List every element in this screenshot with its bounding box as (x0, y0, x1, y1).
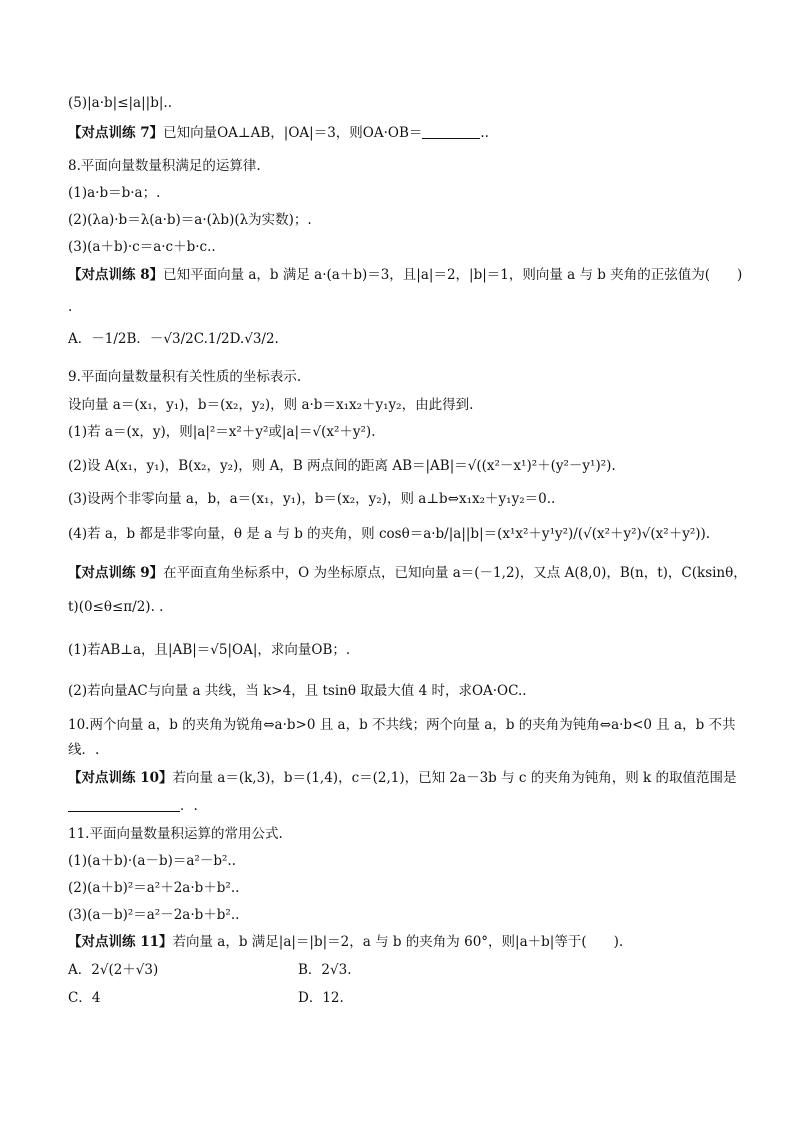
option-a: A．2√(2＋√3) (68, 962, 159, 978)
exercise-9-part-1: (1)若AB⊥a，且|AB|＝√5|OA|，求向量OB；. (68, 642, 351, 658)
exercise-text: 若向量 a，b 满足|a|＝|b|＝2，a 与 b 的夹角为 60°，则|a＋b|等于( ). (172, 934, 624, 950)
exercise-10 (68, 769, 737, 787)
option-d: D．12. (298, 990, 344, 1006)
exercise-text: 已知向量OA⊥AB，|OA|＝3，则OA·OB＝ (163, 125, 423, 141)
line-end: .. (480, 125, 489, 141)
section-9-title: 9.平面向量数量积有关性质的坐标表示. (68, 369, 302, 385)
line-property-5: (5)|a·b|≤|a||b|.. (68, 95, 172, 111)
exercise-text: 若向量 a＝(k,3)，b＝(1,4)，c＝(2,1)，已知 2a－3b 与 c 的夹角为钝角，则 k 的取值范围是 (172, 770, 737, 786)
section-8-title: 8.平面向量数量积满足的运算律. (68, 158, 261, 174)
property-9-2: (2)设 A(x₁，y₁)，B(x₂，y₂)，则 A，B 两点间的距离 AB＝|AB|＝√((x²－x¹)²＋(y²－y¹)²). (68, 458, 616, 474)
section-10-line-b: 线．. (68, 742, 100, 758)
option-c: C．4 (68, 990, 101, 1006)
exercise-tag: 【对点训练 11】 (68, 934, 173, 950)
exercise-tag: 【对点训练 8】 (68, 267, 164, 283)
exercise-10-blank (68, 797, 198, 815)
exercise-8-dot: . (68, 299, 73, 315)
exercise-8-options: A．－1/2B．－√3/2C.1/2D.√3/2. (68, 331, 279, 347)
exercise-tag: 【对点训练 9】 (68, 565, 164, 581)
formula-11-1: (1)(a＋b)·(a－b)＝a²－b².. (68, 853, 236, 869)
answer-blank (68, 799, 180, 812)
section-10-line-a: 10.两个向量 a，b 的夹角为锐角⇔a·b>0 且 a，b 不共线；两个向量 a，b 的夹角为钝角⇔a·b<0 且 a，b 不共 (68, 717, 736, 733)
exercise-9-cont: t)(0≤θ≤π/2). . (68, 599, 164, 615)
rule-8-2: (2)(λa)·b＝λ(a·b)＝a·(λb)(λ为实数)；. (68, 212, 312, 228)
property-9-4: (4)若 a，b 都是非零向量，θ 是 a 与 b 的夹角，则 cosθ＝a·b/|a||b|＝(x¹x²＋y¹y²)/(√(x²＋y²)√(x²＋y²)). (68, 526, 711, 542)
property-9-1: (1)若 a＝(x，y)，则|a|²＝x²＋y²或|a|＝√(x²＋y²). (68, 424, 376, 440)
rule-8-3: (3)(a＋b)·c＝a·c＋b·c.. (68, 239, 216, 255)
answer-blank (422, 126, 480, 139)
exercise-tag: 【对点训练 10】 (68, 770, 173, 786)
exercise-tag: 【对点训练 7】 (68, 125, 164, 141)
exercise-8 (68, 266, 742, 284)
exercise-7 (68, 124, 489, 142)
property-9-3: (3)设两个非零向量 a，b，a＝(x₁，y₁)，b＝(x₂，y₂)，则 a⊥b⇔x₁x₂＋y₁y₂＝0.. (68, 491, 556, 507)
formula-11-2: (2)(a＋b)²＝a²＋2a·b＋b².. (68, 880, 240, 896)
section-11-title: 11.平面向量数量积运算的常用公式. (68, 826, 283, 842)
exercise-text: 在平面直角坐标系中，O 为坐标原点，已知向量 a＝(－1,2)，又点 A(8,0)，B(n，t)，C(ksinθ， (163, 565, 747, 581)
exercise-11 (68, 933, 623, 951)
exercise-9 (68, 564, 747, 582)
exercise-9-part-2: (2)若向量AC与向量 a 共线，当 k>4，且 tsinθ 取最大值 4 时，求OA·OC.. (68, 683, 527, 699)
formula-11-3: (3)(a－b)²＝a²－2a·b＋b².. (68, 907, 240, 923)
line-end: ．. (180, 798, 198, 814)
exercise-text: 已知平面向量 a，b 满足 a·(a＋b)＝3，且|a|＝2，|b|＝1，则向量 a 与 b 夹角的正弦值为( ) (163, 267, 743, 283)
option-b: B．2√3. (298, 962, 352, 978)
rule-8-1: (1)a·b＝b·a；. (68, 185, 161, 201)
section-9-intro: 设向量 a＝(x₁，y₁)，b＝(x₂，y₂)，则 a·b＝x₁x₂＋y₁y₂，由此得到. (68, 397, 474, 413)
